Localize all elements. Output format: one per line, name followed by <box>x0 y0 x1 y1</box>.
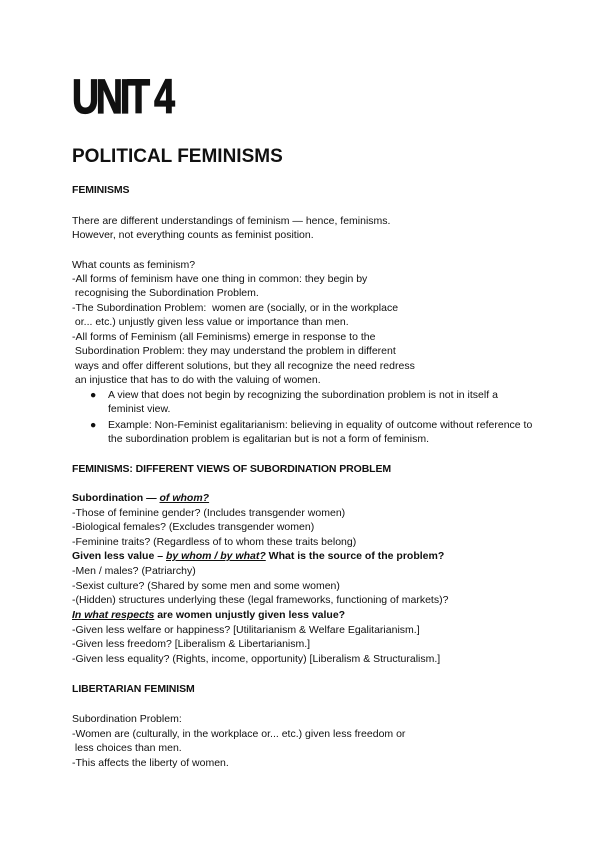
section-heading-subordination-views: FEMINISMS: DIFFERENT VIEWS OF SUBORDINATION PROBLEM <box>72 463 392 475</box>
question-by-whom <box>72 549 444 563</box>
bullet-text: A view that does not begin by recognizing the subordination problem is not in itself a feminist view. <box>108 389 498 415</box>
body-line: -(Hidden) structures underlying these (legal frameworks, functioning of markets)? <box>72 594 449 606</box>
body-line: -Biological females? (Excludes transgender women) <box>72 521 315 533</box>
bullet-text: Example: Non-Feminist egalitarianism: believing in equality of outcome without reference to the subordination problem is egalitarian but is not a form of feminism. <box>108 419 533 445</box>
bullet-icon: ● <box>90 389 97 401</box>
body-line: -This affects the liberty of women. <box>72 757 229 769</box>
question-suffix: What is the source of the problem? <box>265 550 445 562</box>
question-prefix: Given less value – <box>72 550 166 562</box>
body-line: -Given less welfare or happiness? [Utilitarianism & Welfare Egalitarianism.] <box>72 624 420 636</box>
body-line: -The Subordination Problem: women are (socially, or in the workplace <box>72 302 399 314</box>
section-heading-feminisms: FEMINISMS <box>72 184 130 196</box>
question-emphasis: of whom? <box>159 492 210 504</box>
question-emphasis: In what respects <box>72 609 155 621</box>
body-line: Subordination Problem: <box>72 713 182 725</box>
body-line: -All forms of feminism have one thing in common: they begin by <box>72 273 368 285</box>
question-prefix: Subordination — <box>72 492 160 504</box>
body-line: -Those of feminine gender? (Includes transgender women) <box>72 507 346 519</box>
question-emphasis: by whom / by what? <box>165 550 266 562</box>
question-suffix: are women unjustly given less value? <box>154 609 346 621</box>
body-line: -Sexist culture? (Shared by some men and some women) <box>72 580 340 592</box>
section-heading-libertarian-feminism: LIBERTARIAN FEMINISM <box>72 683 195 695</box>
body-line: -Given less equality? (Rights, income, opportunity) [Liberalism & Structuralism.] <box>72 653 441 665</box>
main-heading: POLITICAL FEMINISMS <box>72 146 283 167</box>
body-line: an injustice that has to do with the valuing of women. <box>72 374 321 386</box>
body-line: recognising the Subordination Problem. <box>72 287 259 299</box>
body-line: ways and offer different solutions, but they all recognize the need redress <box>72 360 415 372</box>
question-in-what-respects <box>72 608 345 622</box>
body-line: or... etc.) unjustly given less value or importance than men. <box>72 316 349 328</box>
unit-title: UNIT 4 <box>72 71 172 124</box>
body-line: -Women are (culturally, in the workplace or... etc.) given less freedom or <box>72 728 406 740</box>
body-line: Subordination Problem: they may understand the problem in different <box>72 345 396 357</box>
body-line: -Given less freedom? [Liberalism & Libertarianism.] <box>72 638 311 650</box>
body-line: -All forms of Feminism (all Feminisms) emerge in response to the <box>72 331 376 343</box>
body-line: -Men / males? (Patriarchy) <box>72 565 196 577</box>
bullet-item <box>90 388 535 416</box>
body-line: What counts as feminism? <box>72 259 196 271</box>
bullet-item <box>90 418 535 446</box>
body-line: less choices than men. <box>72 742 182 754</box>
body-line: However, not everything counts as feminist position. <box>72 229 314 241</box>
bullet-icon: ● <box>90 419 97 431</box>
question-of-whom <box>72 491 209 505</box>
body-line: -Feminine traits? (Regardless of to whom these traits belong) <box>72 536 357 548</box>
body-line: There are different understandings of feminism — hence, feminisms. <box>72 215 391 227</box>
